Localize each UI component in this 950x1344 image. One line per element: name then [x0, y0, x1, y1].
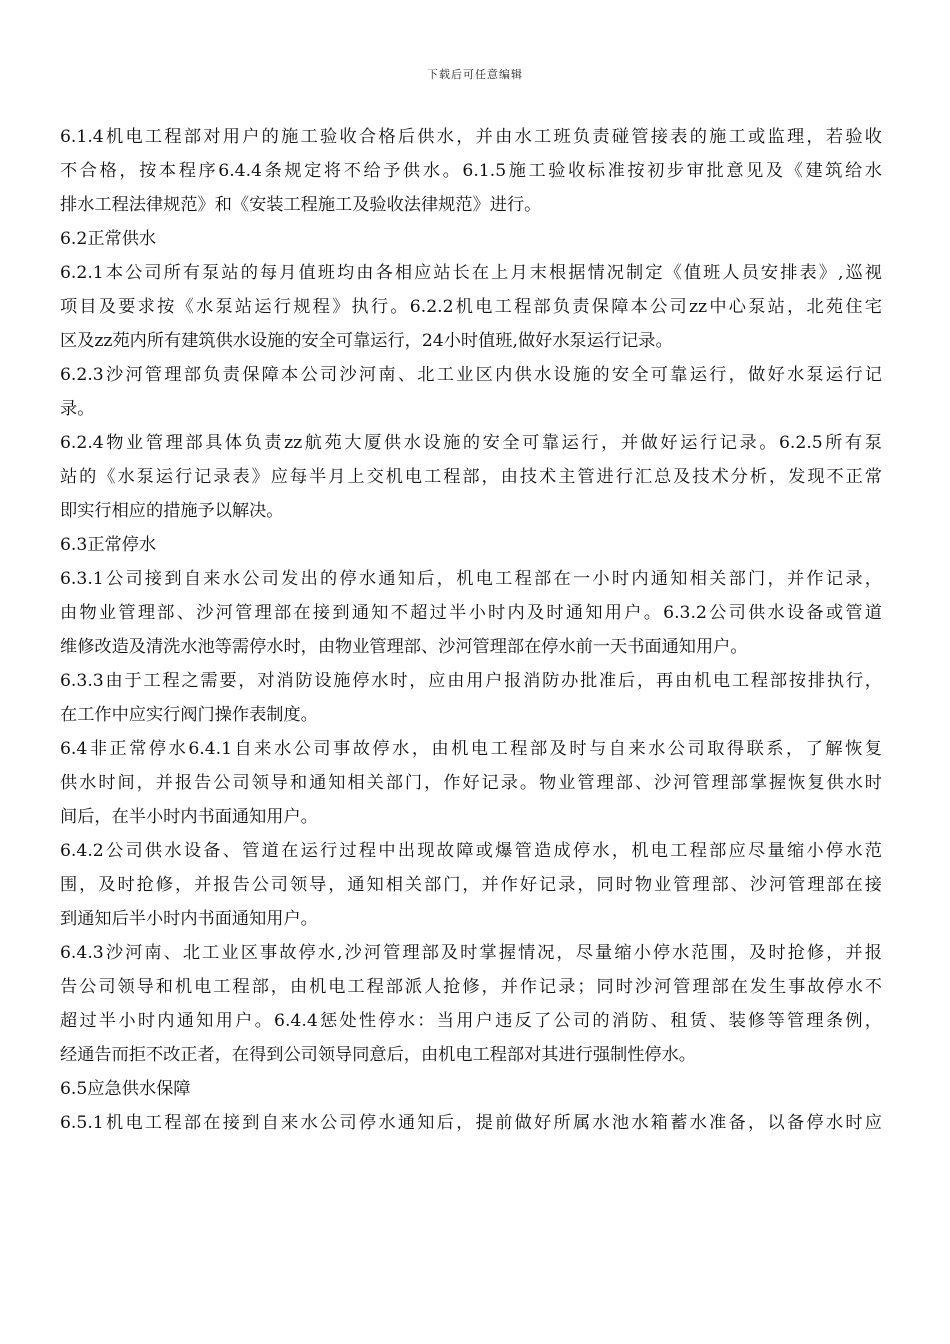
text-line: 6.4.2公司供水设备、管道在运行过程中出现故障或爆管造成停水，机电工程部应尽量缩小停水范	[60, 841, 882, 861]
text-line: 供水时间，并报告公司领导和通知相关部门，作好记录。物业管理部、沙河管理部掌握恢复供水时	[60, 773, 882, 793]
text-line: 站的《水泵运行记录表》应每半月上交机电工程部，由技术主管进行汇总及技术分析，发现不正常	[60, 467, 882, 487]
text-line: 6.3正常停水	[60, 535, 157, 555]
text-line: 6.5.1机电工程部在接到自来水公司停水通知后，提前做好所属水池水箱蓄水准备，以备停水时应	[60, 1113, 882, 1133]
text-line: 由物业管理部、沙河管理部在接到通知不超过半小时内及时通知用户。6.3.2公司供水设备或管道	[60, 603, 882, 623]
text-line: 区及zz苑内所有建筑供水设施的安全可靠运行，24小时值班,做好水泵运行记录。	[60, 331, 673, 351]
text-line: 告公司领导和机电工程部，由机电工程部派人抢修，并作记录；同时沙河管理部在发生事故停水不	[60, 977, 882, 997]
text-line: 6.1.4机电工程部对用户的施工验收合格后供水，并由水工班负责碰管接表的施工或监理，若验收	[60, 127, 882, 147]
page-header-note: 下载后可任意编辑	[427, 68, 523, 81]
text-line: 排水工程法律规范》和《安装工程施工及验收法律规范》进行。	[60, 195, 542, 215]
text-line: 6.2.4物业管理部具体负责zz航苑大厦供水设施的安全可靠运行，并做好运行记录。6.2.5所有泵	[60, 433, 882, 453]
text-line: 6.4非正常停水6.4.1自来水公司事故停水，由机电工程部及时与自来水公司取得联系，了解恢复	[60, 739, 882, 759]
text-line: 6.3.1公司接到自来水公司发出的停水通知后，机电工程部在一小时内通知相关部门，并作记录，	[60, 569, 882, 589]
text-line: 6.3.3由于工程之需要，对消防设施停水时，应由用户报消防办批准后，再由机电工程部按排执行，	[60, 671, 882, 691]
text-line: 6.4.3沙河南、北工业区事故停水,沙河管理部及时掌握情况，尽量缩小停水范围，及时抢修，并报	[60, 943, 882, 963]
text-line: 围，及时抢修，并报告公司领导，通知相关部门，并作好记录，同时物业管理部、沙河管理部在接	[60, 875, 882, 895]
text-line: 超过半小时内通知用户。6.4.4惩处性停水：当用户违反了公司的消防、租赁、装修等管理条例，	[60, 1011, 882, 1031]
text-line: 6.2正常供水	[60, 229, 157, 249]
text-line: 在工作中应实行阀门操作表制度。	[60, 705, 318, 725]
text-line: 维修改造及清洗水池等需停水时，由物业管理部、沙河管理部在停水前一天书面通知用户。	[60, 637, 748, 657]
document-body	[60, 120, 882, 1140]
text-line: 6.2.1本公司所有泵站的每月值班均由各相应站长在上月末根据情况制定《值班人员安排表》,巡视	[60, 263, 882, 283]
text-line: 不合格，按本程序6.4.4条规定将不给予供水。6.1.5施工验收标准按初步审批意见及《建筑给水	[60, 161, 882, 181]
text-line: 即实行相应的措施予以解决。	[60, 501, 284, 521]
text-line: 项目及要求按《水泵站运行规程》执行。6.2.2机电工程部负责保障本公司zz中心泵站，北苑住宅	[60, 297, 882, 317]
text-line: 录。	[60, 399, 95, 419]
text-line: 6.2.3沙河管理部负责保障本公司沙河南、北工业区内供水设施的安全可靠运行，做好水泵运行记	[60, 365, 882, 385]
text-line: 间后，在半小时内书面通知用户。	[60, 807, 318, 827]
text-line: 经通告而拒不改正者，在得到公司领导同意后，由机电工程部对其进行强制性停水。	[60, 1045, 696, 1065]
text-line: 到通知后半小时内书面通知用户。	[60, 909, 318, 929]
text-line: 6.5应急供水保障	[60, 1079, 191, 1099]
